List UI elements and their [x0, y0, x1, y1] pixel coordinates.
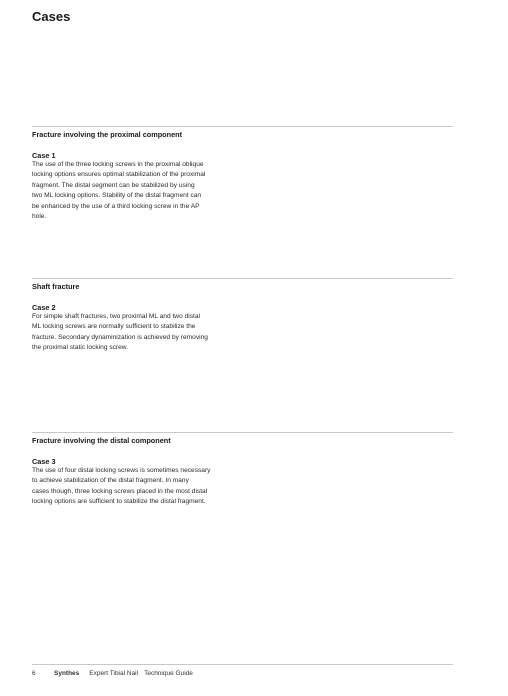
footer-row: [32, 669, 453, 678]
case-text-line: to achieve stabilization of the distal fragment. In many: [32, 477, 189, 485]
case-text-line: cases though, three locking screws placed in the most distal: [32, 487, 208, 495]
case-text-line: The use of the three locking screws in the proximal oblique: [32, 161, 204, 168]
case-title: Case 1: [32, 151, 56, 160]
section-heading: Shaft fracture: [32, 282, 80, 291]
case-text-line: be enhanced by the use of a third locking screw in the AP: [32, 202, 200, 210]
section-divider: [32, 432, 453, 433]
section-divider: [32, 278, 453, 279]
case-text-line: locking options are sufficient to stabilize the distal fragment.: [32, 498, 206, 506]
section-heading: Fracture involving the proximal component: [32, 130, 183, 139]
page-title: Cases: [32, 9, 71, 24]
section-shaft-fracture: [32, 278, 453, 354]
case-text-line: two ML locking options. Stability of the distal fragment can: [32, 192, 202, 200]
case-text-line: fragment. The distal segment can be stabilized by using: [32, 181, 195, 189]
case-text-line: For simple shaft fractures, two proximal ML and two distal: [32, 313, 200, 320]
case-description: [32, 160, 247, 222]
brand-name: Synthes: [54, 670, 80, 677]
section-heading: Fracture involving the distal component: [32, 436, 171, 445]
case-text-line: fracture. Secondary dynaminization is achieved by removing: [32, 333, 208, 341]
case-title: Case 2: [32, 303, 56, 312]
case-text-line: ML locking screws are normally sufficient to stabilize the: [32, 323, 196, 331]
case-description: [32, 466, 247, 508]
case-description: [32, 312, 247, 354]
section-divider: [32, 126, 453, 127]
page-number: 6: [32, 670, 36, 677]
section-proximal-fracture: [32, 126, 453, 222]
case-text-line: The use of four distal locking screws is sometimes necessary: [32, 467, 211, 474]
section-distal-fracture: [32, 432, 453, 508]
document-title: Expert Tibial Nail: [89, 670, 139, 677]
case-text-line: locking options ensures optimal stabilization of the proximal: [32, 171, 206, 179]
case-text-line: hole.: [32, 213, 47, 221]
page-footer: [32, 664, 453, 678]
case-text-line: the proximal static locking screw.: [32, 344, 129, 352]
case-title: Case 3: [32, 457, 56, 466]
footer-divider: [32, 664, 453, 665]
document-subtitle: Technique Guide: [144, 670, 193, 677]
